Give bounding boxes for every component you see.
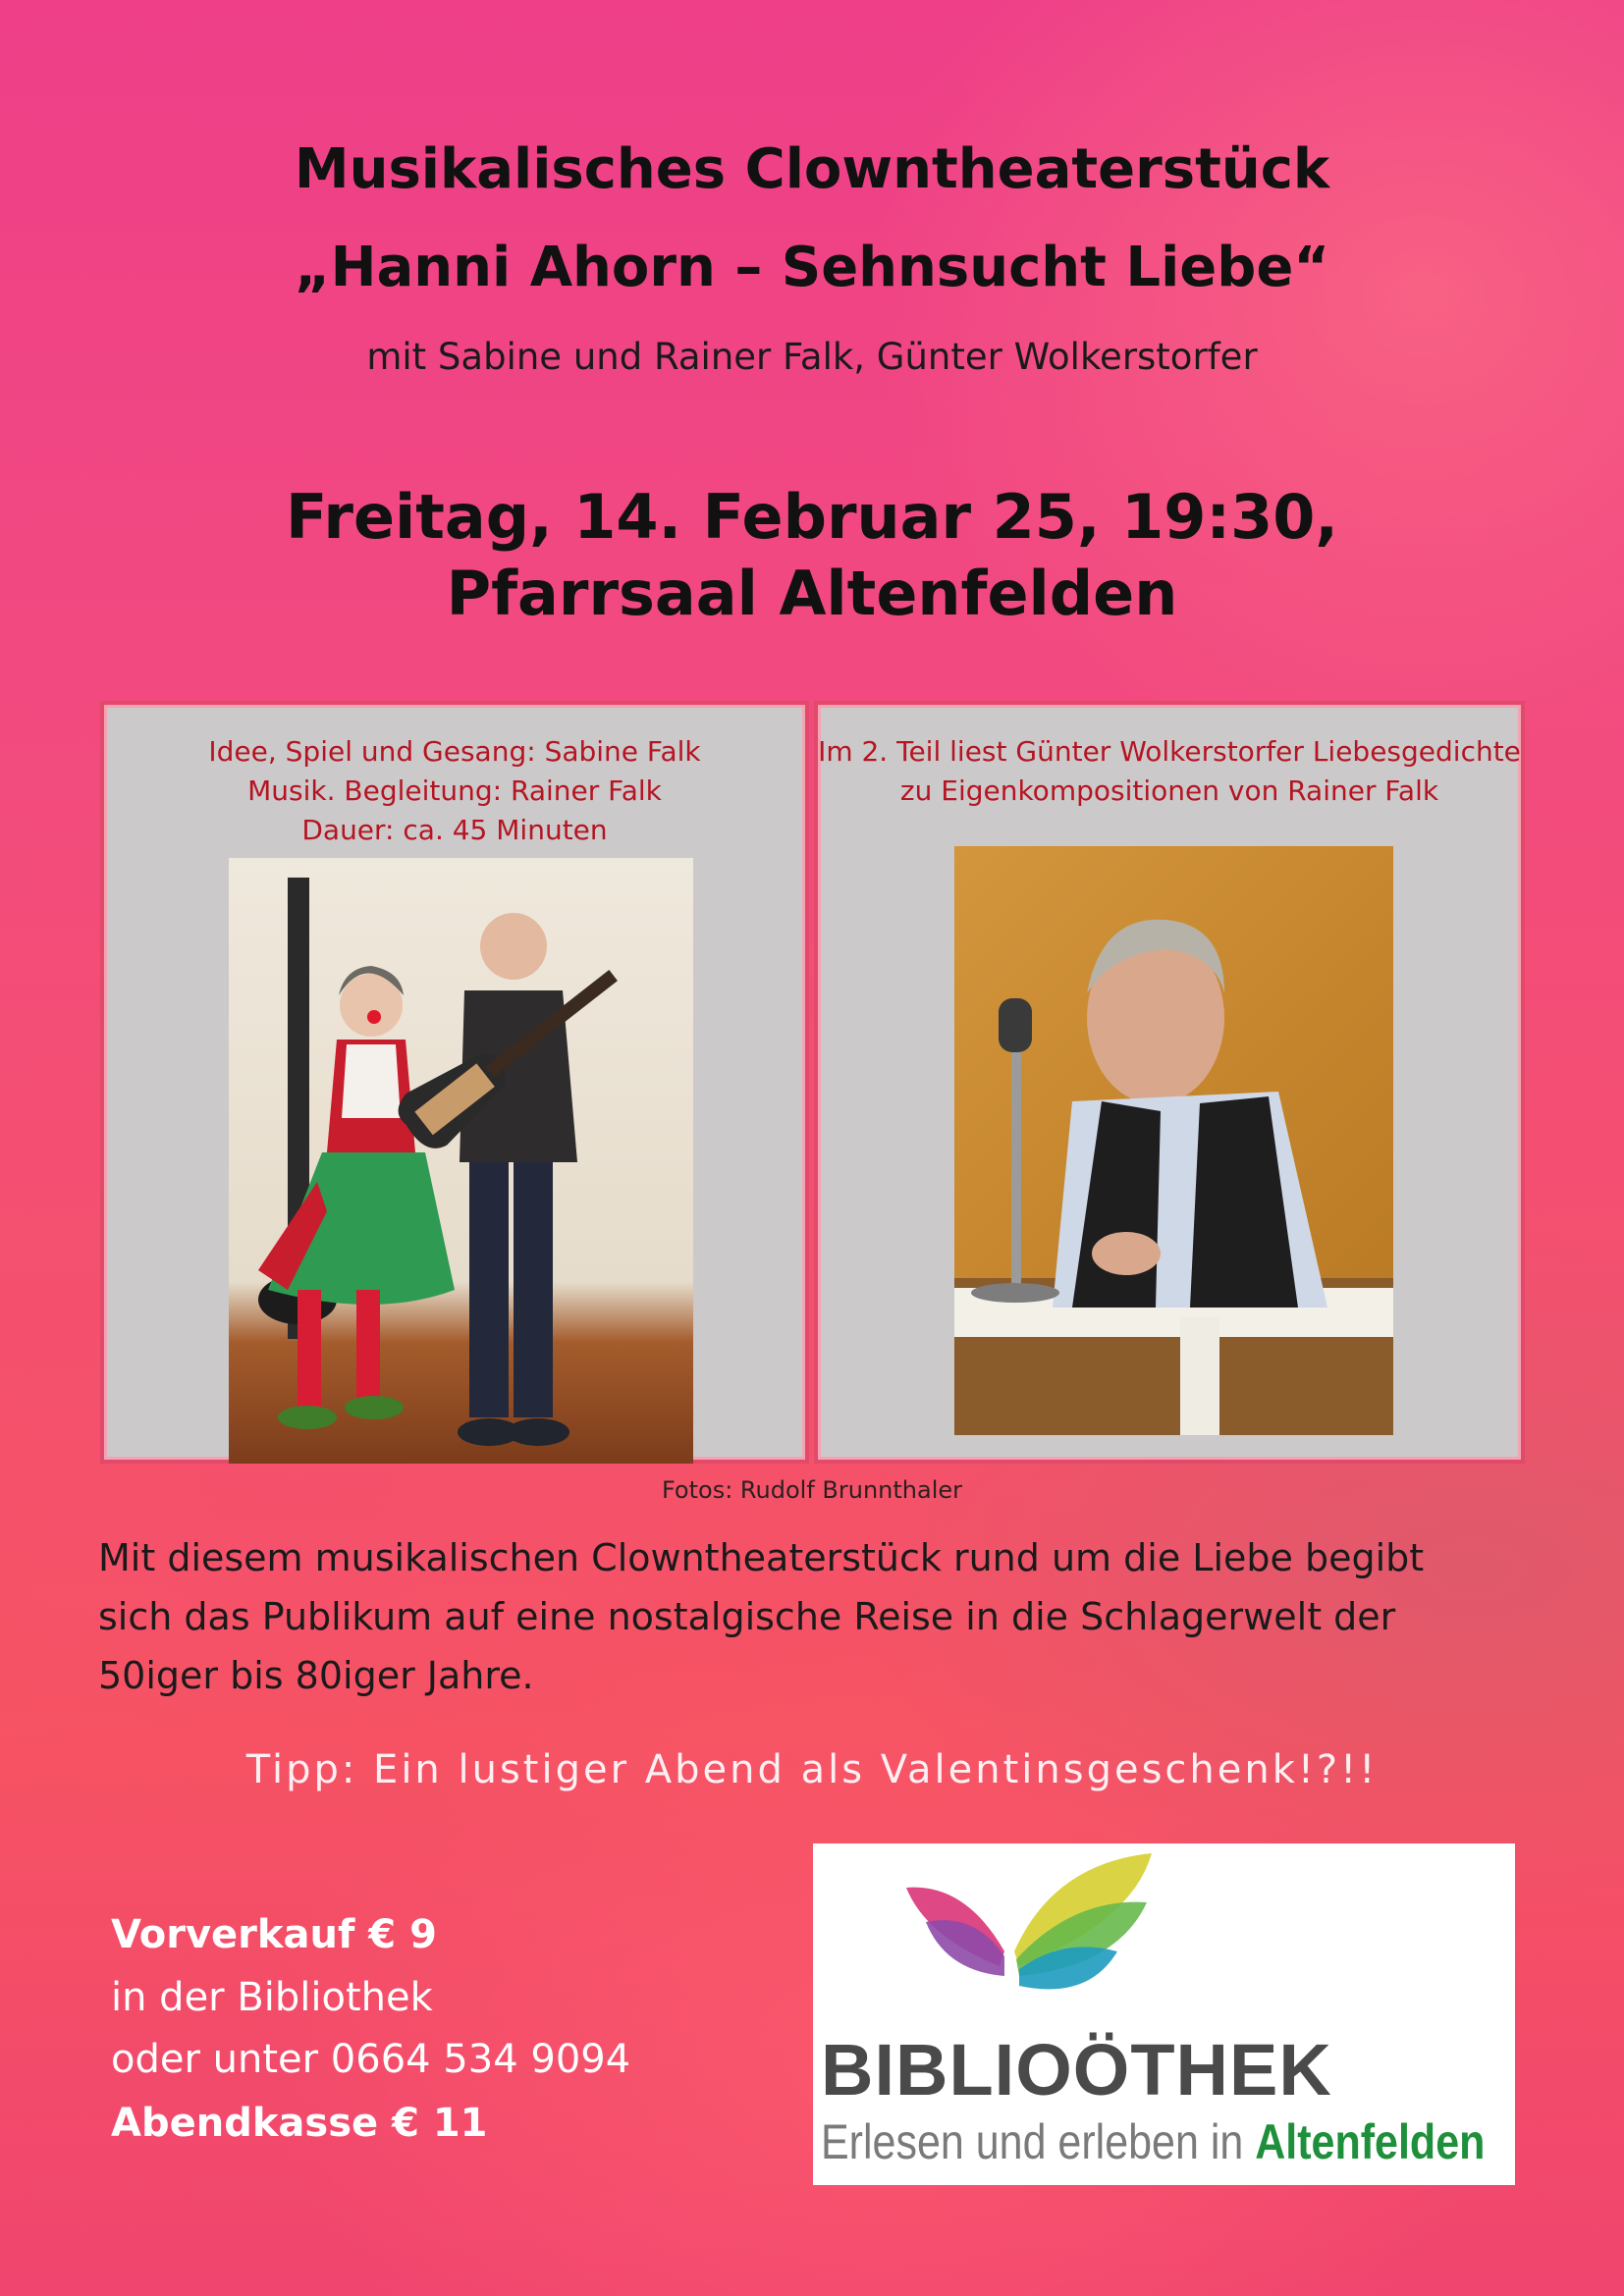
book-butterfly-icon — [906, 1843, 1162, 2020]
photo-credit: Fotos: Rudolf Brunnthaler — [661, 1476, 962, 1504]
description-line: Mit diesem musikalischen Clowntheaterstück rund um die Liebe begibt — [98, 1536, 1425, 1579]
performers-photo-illustration — [229, 858, 693, 1464]
library-tagline-text: Erlesen und erleben in — [821, 2114, 1256, 2169]
panel-credit-line: Idee, Spiel und Gesang: Sabine Falk — [208, 735, 701, 768]
event-title: Musikalisches Clowntheaterstück — [294, 137, 1330, 201]
tip-line: Tipp: Ein lustiger Abend als Valentinsgeschenk!?!! — [245, 1747, 1379, 1792]
panel-credit-line: zu Eigenkompositionen von Rainer Falk — [899, 774, 1439, 807]
box-office-price: Abendkasse € 11 — [111, 2101, 488, 2146]
library-tagline — [821, 2113, 1485, 2170]
panel-credit-line: Musik. Begleitung: Rainer Falk — [247, 774, 662, 807]
library-tagline-place: Altenfelden — [1255, 2114, 1486, 2169]
reader-photo — [954, 846, 1393, 1435]
presale-phone: oder unter 0664 534 9094 — [111, 2037, 631, 2082]
event-subtitle: „Hanni Ahorn – Sehnsucht Liebe“ — [294, 236, 1330, 299]
library-wordmark: BIBLIOÖTHEK — [821, 2029, 1332, 2110]
cast-line: mit Sabine und Rainer Falk, Günter Wolkerstorfer — [366, 336, 1258, 378]
performers-panel — [100, 701, 809, 1464]
panel-credit-line: Dauer: ca. 45 Minuten — [301, 814, 608, 846]
event-date: Freitag, 14. Februar 25, 19:30, — [286, 481, 1338, 553]
description-line: sich das Publikum auf eine nostalgische Reise in die Schlagerwelt der — [98, 1595, 1396, 1638]
panel-credit-line: Im 2. Teil liest Günter Wolkerstorfer Liebesgedichte — [818, 735, 1521, 768]
presale-price: Vorverkauf € 9 — [111, 1912, 437, 1957]
reading-panel — [814, 701, 1525, 1464]
library-logo — [813, 1843, 1515, 2185]
description-line: 50iger bis 80iger Jahre. — [98, 1654, 534, 1697]
performers-photo — [229, 858, 693, 1464]
reader-photo-illustration — [954, 846, 1393, 1435]
event-venue: Pfarrsaal Altenfelden — [446, 558, 1178, 629]
presale-location: in der Bibliothek — [111, 1975, 433, 2020]
